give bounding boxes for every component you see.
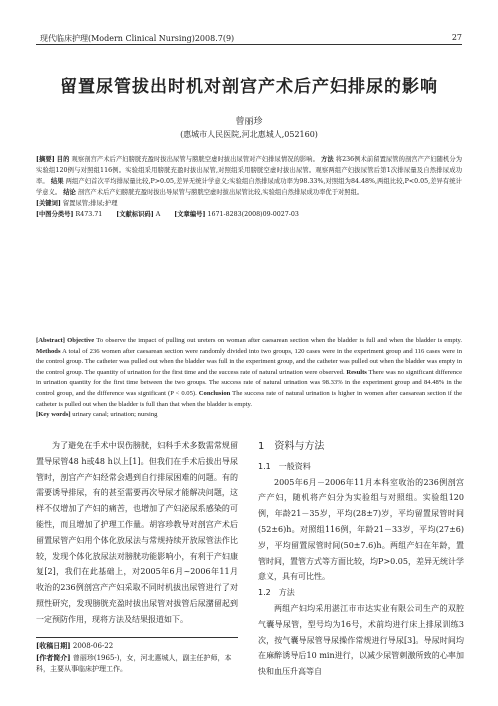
article-author: 曾丽珍	[235, 117, 263, 127]
left-column	[36, 438, 238, 628]
abstract-cn-objective-label: 目的	[56, 156, 70, 163]
abstract-cn-methods: 将236例术前留置尿管的剖宫产产妇随机分为实验组120例与对照组116例。实验组采用膀胱充盈时拔出尿管,对照组采用膀胱空虚时拔出尿管。观察两组产妇拔尿管后第1次排尿量及自然排尿成功率。	[36, 156, 463, 185]
doc-code-value: A	[155, 211, 161, 218]
abstract-cn-methods-label: 方法	[321, 156, 334, 163]
page-number: 27	[451, 33, 462, 42]
section-1-2-heading: 1.2 方法	[258, 588, 295, 598]
abstract-english	[36, 336, 462, 421]
article-no-label: [文章编号]	[174, 211, 206, 218]
author-info-text: 曾丽珍(1965-)，女，河北惠城人，副主任护师，本科，主要从事临床护理工作。	[36, 654, 232, 673]
article-affiliation: (惠城市人民医院,河北惠城人,052160)	[180, 130, 318, 139]
abstract-en-results: There was no significant difference in urination quantity for the first time between the two groups. The success rate of natural urination was 98.33% in the experiment group and 84.48% in the control group, and the difference was significant (P < 0.05).	[36, 368, 463, 397]
abstract-en-conclusion: The success rate of natural urination is higher in women after caesarean section if the catheter is pulled out when the bladder is full than that when the bladder is empty.	[36, 389, 462, 408]
keywords-cn-text: 留置尿管;排尿;护理	[62, 200, 118, 207]
abstract-cn-body	[36, 154, 462, 198]
classification-line	[36, 209, 462, 220]
abstract-en-body	[36, 336, 462, 410]
article-title: 留置尿管拔出时机对剖宫产术后产妇排尿的影响	[60, 77, 438, 97]
abstract-en-methods: A total of 236 women after caesarean section were randomly divided into two groups, 120 cases were in the experiment group and 116 cases were in the control group. The catheter was pulled out when the bladder was full in the experiment group, and the catheter was pulled out when the bladder was empty in the control group. The quantity of urination for the first time and the success rate of natural urination were observed.	[36, 347, 462, 376]
author-info-line	[36, 652, 238, 675]
journal-name: 现代临床护理(Modern Clinical Nursing)2008.7(9)	[40, 34, 235, 43]
author-info-label: [作者简介]	[36, 653, 71, 662]
clc-field	[36, 209, 102, 220]
abstract-en-conclusion-label: Conclusion	[198, 389, 231, 397]
abstract-en-label: [Abstract]	[36, 337, 65, 344]
keywords-cn-label: [关键词]	[36, 200, 61, 207]
running-header	[40, 33, 462, 44]
doc-code-label: [文献标识码]	[116, 211, 154, 218]
section-1-1-text: 2005年6月－2006年11月本科室收治的236例剖宫产产妇，随机将产妇分为实验组与对照组。实验组120例，年龄21－35岁，平均(28±7)岁，平均留置尿管时间(52±6)h。对照组116例，年龄21－33岁，平均(27±6)岁，平均留置尿管时间(50±7.6)h。两组产妇在年龄，置管时间，置管方式等方面比较，均P>0.05，差异无统计学意义，具有可比性。	[258, 477, 464, 582]
received-label: [收稿日期]	[36, 641, 71, 650]
received-line	[36, 640, 238, 652]
keywords-en-text: urinary canal; urination; nursing	[72, 411, 158, 419]
abstract-en-objective: To observe the impact of pulling out ureters on woman after caesarean section when the bladder is full and when the bladder is empty.	[96, 337, 463, 344]
section-1-2-text: 两组产妇均采用湛江市市达实业有限公司生产的双腔气囊导尿管，型号均为16号，术前均进行床上排尿训练3次，按气囊导尿管导尿操作常规进行导尿[3]。导尿时间均在麻醉诱导后10 min进行，以减少尿管刺激所致的心率加快和血压升高等自	[258, 603, 464, 677]
abstract-chinese	[36, 154, 462, 220]
intro-paragraph: 为了避免在手术中误伤膀胱，妇科手术多数需常规留置导尿管48 h或48 h以上[1]。但我们在手术后拔出导尿管时，剖宫产产妇经常会遇到自行排尿困难的问题。有的需要诱导排尿，有的甚至需要再次导尿才能解决问题，这样不仅增加了产妇的痛苦，也增加了产妇泌尿系感染的可能性，而且增加了护理工作量。胡容珍教导对剖宫产术后留置尿管产妇用个体化放尿法与常规持续开放尿管法作比较，发现个体化放尿法对膀胱功能影响小，有利于产妇康复[2]，我们在此基础上，对2005年6月~2006年11月收治的236例剖宫产产妇采取不同时机拔出尿管进行了对照性研究，发现膀胱充盈时拔出尿管对拔管后尿潴留起到一定预防作用，现将方法及结果报道如下。	[36, 441, 238, 624]
abstract-cn-results: 两组产妇首次平均排尿量比较,P>0.05,差异无统计学意义;实验组自然排尿成功率为98.33%,对照组为84.48%,两组比较,P<0.05,差异有统计学意义。	[36, 178, 462, 196]
keywords-cn	[36, 198, 462, 209]
received-date: 2008-06-22	[72, 642, 114, 650]
abstract-cn-objective: 观察剖宫产术后产妇膀胱充盈时拔出尿管与膀胱空虚时拔出尿管对产妇排尿情况的影响。	[71, 156, 319, 163]
doc-code-field	[116, 209, 160, 220]
abstract-cn-results-label: 结果	[50, 178, 64, 185]
abstract-en-results-label: Results	[346, 368, 367, 376]
footnote-box	[36, 637, 238, 675]
abstract-cn-conclusion: 剖宫产术后产妇膀胱充盈时拔出导尿管与膀胱空虚时拔出尿管比较,实验组自然排尿成功率优于对照组。	[77, 189, 364, 196]
section-1-heading: 1 资料与方法	[258, 441, 325, 452]
section-1-1-heading: 1.1 一般资料	[258, 461, 311, 471]
abstract-en-objective-label: Objective	[67, 337, 95, 344]
keywords-en	[36, 410, 462, 421]
abstract-en-methods-label: Methods	[36, 347, 61, 355]
abstract-cn-conclusion-label: 结论	[63, 189, 76, 196]
header-rule	[36, 44, 462, 45]
right-column	[258, 438, 464, 680]
article-no-value: 1671-8283(2008)09-0027-03	[207, 211, 299, 218]
keywords-en-label: [Key words]	[36, 411, 71, 419]
article-no-field	[174, 209, 299, 220]
clc-value: R473.71	[75, 211, 103, 218]
abstract-cn-label: [摘要]	[36, 156, 55, 163]
clc-label: [中图分类号]	[36, 211, 74, 218]
